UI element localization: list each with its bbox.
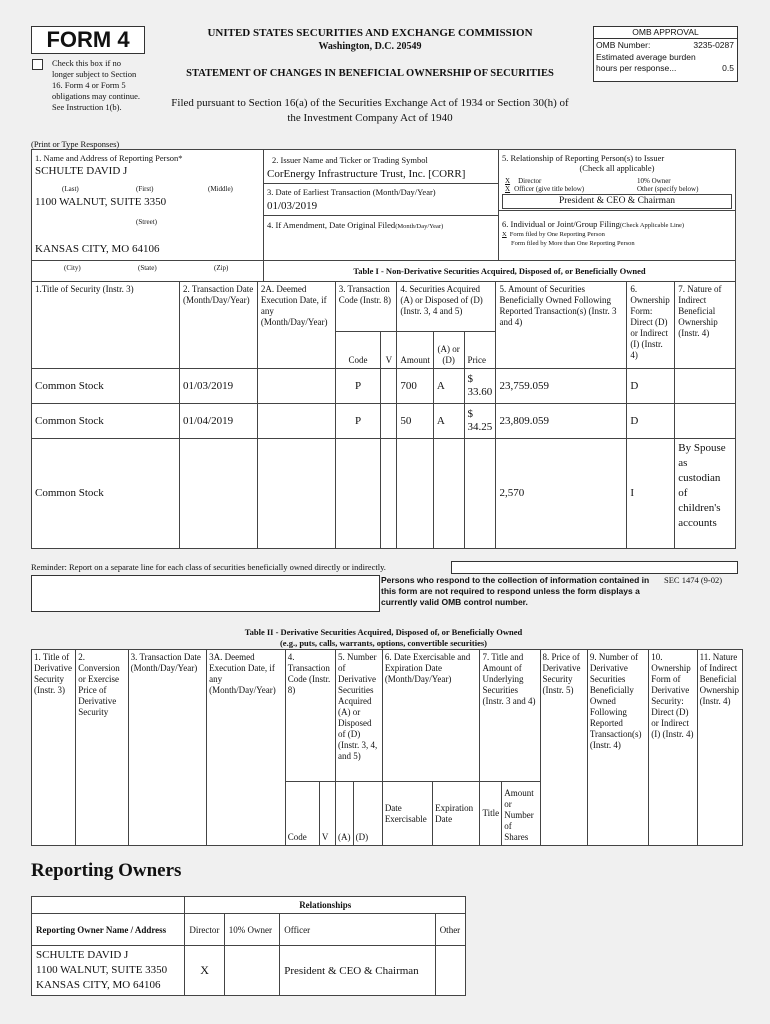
t1-h-nature: 7. Nature of Indirect Beneficial Ownership (Instr. 4): [675, 282, 736, 369]
owner-officer: President & CEO & Chairman: [280, 946, 435, 996]
t1-cell-code: P: [335, 404, 381, 439]
filing-label: 6. Individual or Joint/Group Filing: [502, 219, 620, 229]
owner10-option: 10% Owner: [637, 177, 671, 185]
t1-cell-security: Common Stock: [32, 369, 180, 404]
omb-number-label: OMB Number:: [596, 40, 651, 50]
owner-line-2: 1100 WALNUT, SUITE 3350: [36, 964, 168, 976]
street-value: 1100 WALNUT, SUITE 3350: [35, 196, 167, 208]
t2-h-form: 10. Ownership Form of Derivative Security: Direct (D) or Indirect (I) (Instr. 4): [649, 650, 697, 846]
officer-mark: X: [505, 185, 511, 193]
t2-h-date: 3. Transaction Date (Month/Day/Year): [128, 650, 207, 846]
t2-h-amount: Amount or Number of Shares: [502, 782, 540, 846]
t1-cell-deemed: [257, 404, 335, 439]
t1-cell-ad: A: [433, 404, 464, 439]
reporting-person-mark: *: [178, 153, 183, 163]
t1-cell-v: [381, 439, 397, 549]
t2-h-v: V: [319, 782, 335, 846]
t1-cell-code: [335, 439, 381, 549]
t1-cell-amount: [397, 439, 434, 549]
reminder-box: [31, 575, 380, 612]
t2-h-title: 1. Title of Derivative Security (Instr. 3): [32, 650, 76, 846]
t2-h-exercisable: 6. Date Exercisable and Expiration Date (Month/Day/Year): [382, 650, 480, 782]
agency-header: [150, 27, 590, 52]
other-option: Other (specify below): [637, 185, 699, 193]
issuer-value: CorEnergy Infrastructure Trust, Inc. [CORR]: [267, 168, 466, 180]
city-label: (City): [64, 264, 81, 272]
t1-cell-code: P: [335, 369, 381, 404]
city-state-zip-row: [31, 260, 264, 282]
officer-title: President & CEO & Chairman: [502, 194, 732, 209]
t1-cell-owned: 23,809.059: [496, 404, 627, 439]
form-title: FORM 4: [46, 27, 130, 52]
last-label: (Last): [62, 185, 79, 193]
owner-other: [435, 946, 465, 996]
filing-opt1: Form filed by One Reporting Person: [509, 231, 605, 238]
earliest-date-value: 01/03/2019: [267, 200, 318, 212]
t1-cell-ad: [433, 439, 464, 549]
table2-subtitle: (e.g., puts, calls, warrants, options, convertible securities): [279, 638, 488, 648]
agency-name: UNITED STATES SECURITIES AND EXCHANGE COMMISSION: [207, 27, 533, 39]
table2: [31, 649, 743, 846]
sec-code: SEC 1474 (9-02): [664, 575, 723, 585]
t1-h-code-sub: Code: [335, 332, 381, 369]
t1-h-acquired: 4. Securities Acquired (A) or Disposed of (D) (Instr. 3, 4 and 5): [397, 282, 496, 332]
form-title-box: [31, 26, 145, 54]
owner-line-1: SCHULTE DAVID J: [36, 949, 129, 961]
owner-line-3: KANSAS CITY, MO 64106: [36, 979, 161, 991]
middle-label: (Middle): [208, 185, 233, 193]
t1-h-owned: 5. Amount of Securities Beneficially Owned Following Reported Transaction(s) (Instr. 3 and 4): [496, 282, 627, 369]
officer-header: Officer: [280, 914, 435, 946]
filed-pursuant: [140, 96, 600, 126]
other-header: Other: [435, 914, 465, 946]
omb-approval-box: [593, 26, 738, 82]
no-longer-subject: [32, 58, 142, 113]
t1-cell-date: 01/04/2019: [180, 404, 258, 439]
t2-h-underlying: 7. Title and Amount of Underlying Securities (Instr. 3 and 4): [480, 650, 540, 782]
t1-cell-price: [464, 439, 496, 549]
owner-name-header: Reporting Owner Name / Address: [32, 914, 185, 946]
t1-cell-v: [381, 404, 397, 439]
street-label: (Street): [136, 218, 157, 226]
t1-cell-price: $ 34.25: [464, 404, 496, 439]
owner-director: X: [185, 946, 224, 996]
table1-title: Table I - Non-Derivative Securities Acquired, Disposed of, or Beneficially Owned: [353, 266, 646, 276]
reporting-owners-table: [31, 896, 466, 996]
zip-label: (Zip): [214, 264, 229, 272]
reporting-owners-heading: Reporting Owners: [31, 860, 182, 881]
director-header: Director: [185, 914, 224, 946]
omb-hours: 0.5: [722, 63, 734, 73]
t2-h-number: 5. Number of Derivative Securities Acquired (A) or Disposed of (D) (Instr. 3, 4, and 5): [336, 650, 383, 782]
t1-cell-price: $ 33.60: [464, 369, 496, 404]
issuer-box: [263, 149, 499, 184]
filing-opt2: Form filed by More than One Reporting Person: [511, 240, 635, 247]
t2-h-conversion: 2. Conversion or Exercise Price of Derivative Security: [76, 650, 128, 846]
t1-cell-nature: By Spouse as custodian of children's accounts: [675, 439, 736, 549]
t2-h-code-sub: Code: [285, 782, 319, 846]
t2-h-title-sub: Title: [480, 782, 502, 846]
t1-h-amount: Amount: [397, 332, 434, 369]
table-row: [32, 404, 736, 439]
t2-h-a: (A): [336, 782, 354, 846]
director-option: Director: [518, 177, 542, 185]
filing-opt1-mark: X: [502, 231, 507, 238]
state-label: (State): [138, 264, 157, 272]
t1-cell-security: Common Stock: [32, 404, 180, 439]
earliest-date-box: [263, 183, 499, 216]
amendment-box: [263, 215, 499, 261]
reporting-person-label: 1. Name and Address of Reporting Person: [35, 153, 179, 163]
t1-cell-amount: 700: [397, 369, 434, 404]
relationship-label: 5. Relationship of Reporting Person(s) to Issuer: [502, 153, 665, 163]
table1-title-box: [263, 260, 736, 282]
t1-cell-deemed: [257, 369, 335, 404]
t2-h-code: 4. Transaction Code (Instr. 8): [285, 650, 335, 782]
t1-cell-date: [180, 439, 258, 549]
table-row: [32, 369, 736, 404]
t1-cell-owned: 2,570: [496, 439, 627, 549]
t2-h-d: (D): [353, 782, 382, 846]
no-longer-subject-checkbox[interactable]: [32, 59, 43, 70]
t1-cell-v: [381, 369, 397, 404]
t1-h-date: 2. Transaction Date (Month/Day/Year): [180, 282, 258, 369]
table2-title-block: [31, 627, 736, 649]
t1-cell-ad: A: [433, 369, 464, 404]
amendment-label: 4. If Amendment, Date Original Filed: [267, 220, 396, 230]
city-value: KANSAS CITY, MO 64106: [35, 243, 160, 255]
t1-cell-form: I: [627, 439, 675, 549]
amendment-sub: (Month/Day/Year): [395, 223, 444, 230]
reminder: Reminder: Report on a separate line for each class of securities beneficially owned directly or indirectly.: [31, 562, 386, 572]
director-mark: X: [505, 177, 511, 185]
issuer-label: 2. Issuer Name and Ticker or Trading Symbol: [272, 155, 428, 165]
t1-h-price: Price: [464, 332, 496, 369]
reporting-person-box: [31, 149, 264, 261]
t1-h-deemed: 2A. Deemed Execution Date, if any (Month/Day/Year): [257, 282, 335, 369]
t2-h-deemed: 3A. Deemed Execution Date, if any (Month/Day/Year): [207, 650, 286, 846]
t1-h-security: 1.Title of Security (Instr. 3): [32, 282, 180, 369]
omb-burden-label: Estimated average burden: [596, 52, 696, 62]
print-type: (Print or Type Responses): [31, 139, 120, 149]
t2-h-date-exercisable: Date Exercisable: [382, 782, 432, 846]
agency-city: Washington, D.C. 20549: [318, 41, 422, 52]
table-row: [32, 946, 466, 996]
owner10-header: 10% Owner: [224, 914, 280, 946]
t2-h-nature: 11. Nature of Indirect Beneficial Ownership (Instr. 4): [697, 650, 742, 846]
t1-cell-form: D: [627, 404, 675, 439]
persons-notice: Persons who respond to the collection of information contained in this form are not required to respond unless the form displays a currently valid OMB control number.: [381, 575, 650, 607]
t1-cell-date: 01/03/2019: [180, 369, 258, 404]
statement-title: STATEMENT OF CHANGES IN BENEFICIAL OWNERSHIP OF SECURITIES: [186, 68, 554, 79]
t1-h-code: 3. Transaction Code (Instr. 8): [335, 282, 397, 332]
reporting-person-name: SCHULTE DAVID J: [35, 165, 128, 177]
t1-cell-nature: [675, 369, 736, 404]
first-label: (First): [136, 185, 154, 193]
reminder-field: [451, 561, 738, 574]
relationship-sub: (Check all applicable): [579, 163, 655, 173]
filing-box: [498, 210, 736, 261]
owner-address: [32, 946, 185, 996]
t1-cell-amount: 50: [397, 404, 434, 439]
t1-cell-nature: [675, 404, 736, 439]
officer-option: Officer (give title below): [514, 185, 585, 193]
relationship-box: [498, 149, 736, 211]
t1-h-form: 6. Ownership Form: Direct (D) or Indirect (I) (Instr. 4): [627, 282, 675, 369]
t2-h-price: 8. Price of Derivative Security (Instr. 5): [540, 650, 587, 846]
omb-number: 3235-0287: [693, 40, 734, 50]
t2-h-expiration: Expiration Date: [433, 782, 480, 846]
t1-cell-owned: 23,759.059: [496, 369, 627, 404]
filing-label-sub: (Check Applicable Line): [619, 222, 685, 229]
filed-line-2: the Investment Company Act of 1940: [287, 112, 453, 124]
t1-cell-deemed: [257, 439, 335, 549]
filed-line-1: Filed pursuant to Section 16(a) of the Securities Exchange Act of 1934 or Section 30(h) of: [171, 97, 569, 109]
no-longer-subject-text: Check this box if no longer subject to Section 16. Form 4 or Form 5 obligations may continue. See Instruction 1(b).: [52, 58, 141, 112]
table-row: [32, 439, 736, 549]
relationships-header: Relationships: [185, 897, 466, 914]
t1-cell-form: D: [627, 369, 675, 404]
table2-title: Table II - Derivative Securities Acquired, Disposed of, or Beneficially Owned: [244, 627, 523, 637]
omb-title: OMB APPROVAL: [594, 27, 737, 39]
earliest-date-label: 3. Date of Earliest Transaction (Month/Day/Year): [267, 187, 436, 197]
t1-h-v: V: [381, 332, 397, 369]
table1: [31, 281, 736, 549]
t2-h-owned: 9. Number of Derivative Securities Beneficially Owned Following Reported Transaction(s) (Instr. 4): [587, 650, 648, 846]
omb-hours-label: hours per response...: [596, 63, 677, 73]
t1-cell-security: Common Stock: [32, 439, 180, 549]
owner-owner10: [224, 946, 280, 996]
t1-h-aord: (A) or (D): [433, 332, 464, 369]
